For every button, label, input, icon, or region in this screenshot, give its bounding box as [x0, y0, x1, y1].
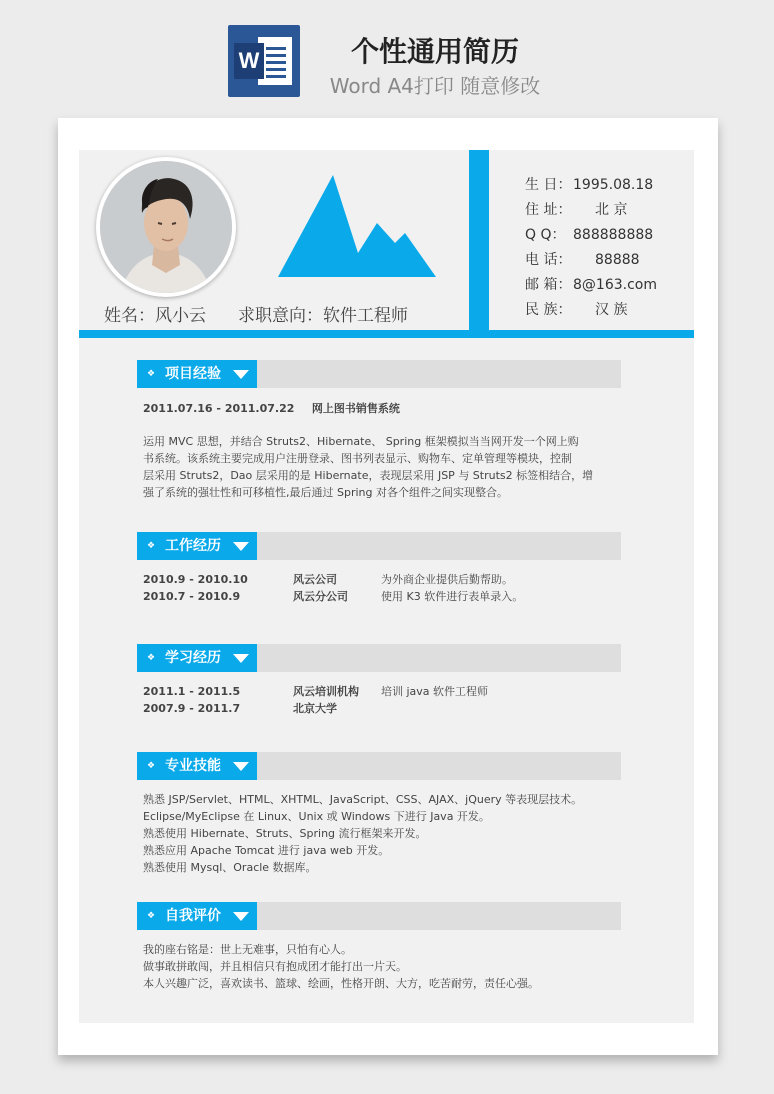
- description-line: 书系统。该系统主要完成用户注册登录、图书列表显示、购物车、定单管理等模块，控制: [143, 452, 572, 465]
- description-line: 强了系统的强壮性和可移植性,最后通过 Spring 对各个组件之间实现整合。: [143, 486, 508, 499]
- avatar: [96, 157, 236, 297]
- word-logo-icon: [228, 25, 300, 97]
- project-name: 网上图书销售系统: [311, 402, 400, 415]
- triangle-down-icon: [233, 762, 249, 771]
- section-header-work: [137, 532, 621, 560]
- triangle-down-icon: [233, 542, 249, 551]
- info-value: 88888: [595, 252, 640, 268]
- candidate-name: 姓名：风小云: [104, 306, 206, 326]
- project-date: 2011.07.16 - 2011.07.22: [143, 402, 295, 415]
- work-date: 2010.7 - 2010.9: [143, 590, 241, 603]
- self-evaluation: [143, 941, 613, 992]
- project-description: [143, 433, 603, 501]
- triangle-down-icon: [233, 370, 249, 379]
- section-header-project: [137, 360, 621, 388]
- info-value: 8@163.com: [573, 277, 657, 293]
- info-label: 民 族：: [525, 302, 572, 318]
- section-header-study: [137, 644, 621, 672]
- info-label: 邮 箱：: [525, 277, 572, 293]
- section-title: 专业技能: [165, 758, 221, 774]
- section-title: 项目经验: [165, 366, 221, 382]
- section-tab-skills: [137, 752, 257, 780]
- info-label: 电 话：: [525, 252, 572, 268]
- work-desc: 为外商企业提供后勤帮助。: [381, 573, 513, 586]
- page-subtitle: Word A4打印 随意修改: [329, 74, 541, 98]
- diamond-icon: ❖: [147, 541, 156, 551]
- info-value: 北 京: [595, 202, 628, 218]
- diamond-icon: ❖: [147, 653, 156, 663]
- section-tab-project: [137, 360, 257, 388]
- work-org: 风云分公司: [293, 590, 348, 603]
- word-letter: W: [234, 43, 264, 79]
- study-desc: 培训 java 软件工程师: [381, 685, 489, 698]
- description-line: 运用 MVC 思想，并结合 Struts2、Hibernate、 Spring 框架模拟当当网开发一个网上购: [143, 435, 579, 448]
- diamond-icon: ❖: [147, 911, 156, 921]
- evaluation-line: 做事敢拼敢闯，并且相信只有抱成团才能打出一片天。: [143, 960, 407, 973]
- skill-line: 熟悉应用 Apache Tomcat 进行 java web 开发。: [143, 844, 390, 857]
- personal-info: [525, 173, 657, 323]
- job-intent: 求职意向：软件工程师: [238, 306, 408, 326]
- skills-list: [143, 791, 613, 876]
- project-heading: [143, 400, 603, 417]
- section-title: 学习经历: [165, 650, 221, 666]
- resume-sheet: [79, 150, 694, 1023]
- section-tab-work: [137, 532, 257, 560]
- work-date: 2010.9 - 2010.10: [143, 573, 248, 586]
- avatar-photo: [100, 161, 232, 293]
- name-intent-line: [104, 301, 408, 326]
- study-org: 风云培训机构: [293, 685, 359, 698]
- info-row-phone: [525, 248, 657, 273]
- skill-line: 熟悉 JSP/Servlet、HTML、XHTML、JavaScript、CSS、AJAX、jQuery 等表现层技术。: [143, 793, 583, 806]
- info-value: 1995.08.18: [573, 177, 654, 193]
- diamond-icon: ❖: [147, 369, 156, 379]
- info-value: 888888888: [573, 227, 654, 243]
- triangle-down-icon: [233, 912, 249, 921]
- portrait-image: [100, 161, 232, 293]
- section-title: 自我评价: [165, 908, 221, 924]
- page-title: 个性通用简历: [350, 35, 519, 68]
- diamond-icon: ❖: [147, 761, 156, 771]
- mountain-icon: [278, 175, 438, 277]
- section-header-skills: [137, 752, 621, 780]
- section-tab-study: [137, 644, 257, 672]
- evaluation-line: 本人兴趣广泛，喜欢读书、篮球、绘画，性格开朗、大方，吃苦耐劳，责任心强。: [143, 977, 539, 990]
- page-header: [0, 0, 774, 110]
- description-line: 层采用 Struts2，Dao 层采用的是 Hibernate，表现层采用 JSP 与 Struts2 标签相结合，增: [143, 469, 594, 482]
- skill-line: 熟悉使用 Mysql、Oracle 数据库。: [143, 861, 317, 874]
- skill-line: Eclipse/MyEclipse 在 Linux、Unix 或 Windows 下进行 Java 开发。: [143, 810, 490, 823]
- info-row-birthday: [525, 173, 657, 198]
- info-value: 汉 族: [595, 302, 628, 318]
- study-org: 北京大学: [293, 702, 337, 715]
- work-org: 风云公司: [293, 573, 337, 586]
- info-row-email: [525, 273, 657, 298]
- info-row-ethnicity: [525, 298, 657, 323]
- evaluation-line: 我的座右铭是：世上无难事，只怕有心人。: [143, 943, 352, 956]
- work-desc: 使用 K3 软件进行表单录入。: [381, 590, 524, 603]
- info-row-qq: [525, 223, 657, 248]
- study-date: 2011.1 - 2011.5: [143, 685, 241, 698]
- info-label: 生 日：: [525, 177, 572, 193]
- horizontal-divider: [79, 330, 694, 338]
- section-header-self: [137, 902, 621, 930]
- resume-paper: [58, 118, 718, 1055]
- section-title: 工作经历: [165, 538, 221, 554]
- triangle-down-icon: [233, 654, 249, 663]
- info-label: 住 址：: [525, 202, 572, 218]
- info-label: Q Q：: [525, 227, 566, 243]
- info-row-address: [525, 198, 657, 223]
- vertical-divider: [469, 150, 489, 330]
- skill-line: 熟悉使用 Hibernate、Struts、Spring 流行框架来开发。: [143, 827, 427, 840]
- study-date: 2007.9 - 2011.7: [143, 702, 241, 715]
- section-tab-self: [137, 902, 257, 930]
